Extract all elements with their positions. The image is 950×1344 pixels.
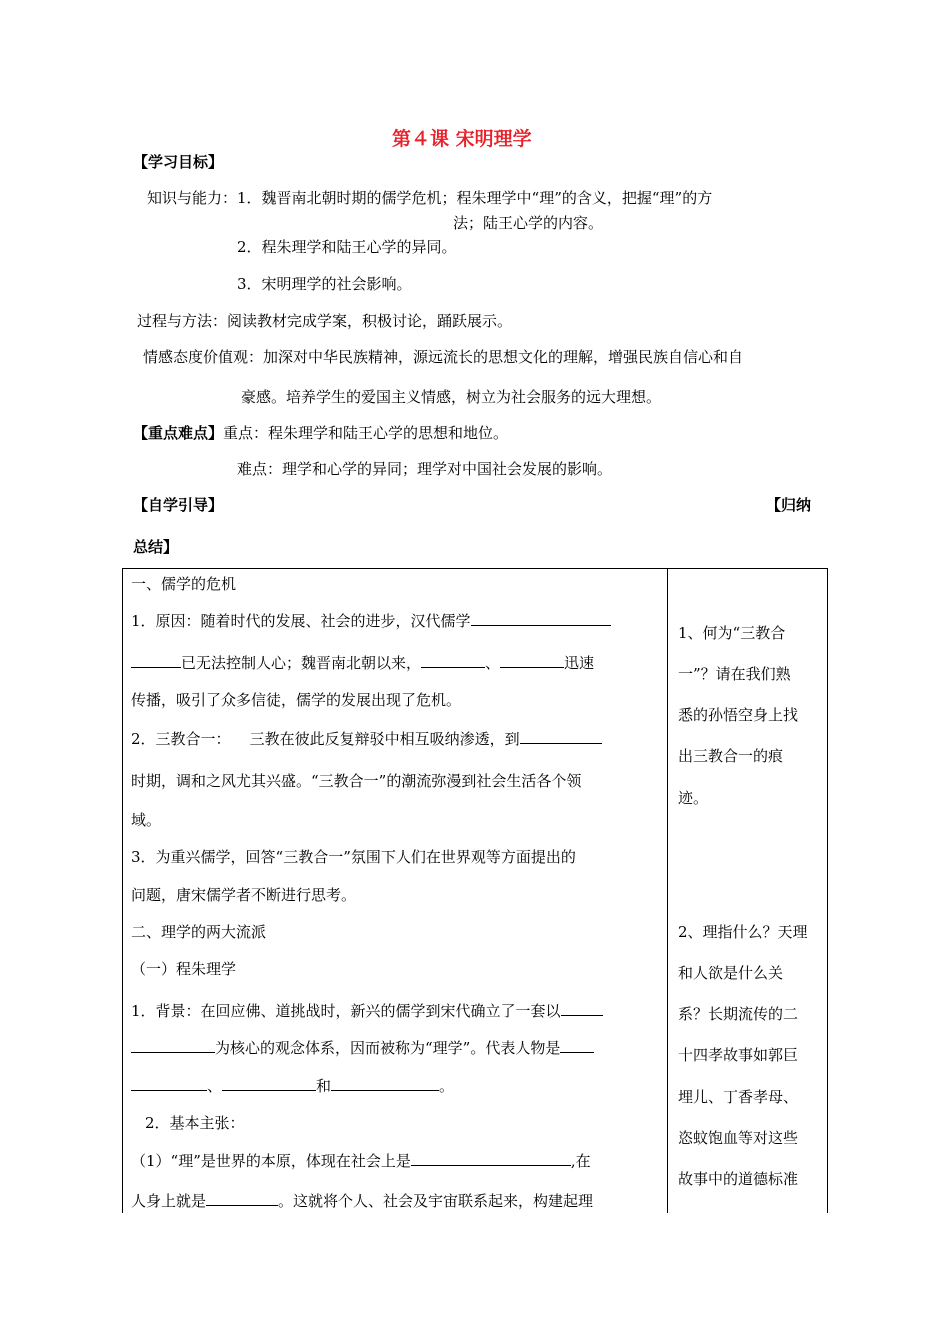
fill-blank[interactable]	[131, 1075, 207, 1091]
section-2-para-3b: 人身上就是 。这就将个人、社会及宇宙联系起来，构建起理	[131, 1192, 594, 1210]
summary-heading-b: 总结】	[133, 538, 179, 556]
section-1-title: 一、儒学的危机	[131, 575, 237, 593]
fill-blank[interactable]	[331, 1075, 439, 1091]
summary-heading-a: 【归纳	[766, 496, 812, 514]
side-question-2-line: 恣蚊饱血等对这些	[678, 1129, 799, 1147]
fill-blank[interactable]	[560, 1037, 594, 1053]
section-2-subtitle: （一）程朱理学	[131, 960, 237, 978]
fill-blank[interactable]	[421, 652, 485, 668]
knowledge-line-1b: 法；陆王心学的内容。	[453, 214, 604, 232]
side-question-1-line: 悉的孙悟空身上找	[678, 706, 799, 724]
section-2-para-1c: 、 和 。	[131, 1075, 454, 1096]
fill-blank[interactable]	[131, 652, 181, 668]
side-question-2-line: 故事中的道德标准	[678, 1170, 799, 1188]
section-2-para-3a: （1）“理”是世界的本原，体现在社会上是 ,在	[131, 1152, 591, 1170]
knowledge-line-3: 3．宋明理学的社会影响。	[237, 275, 412, 293]
emotion-line-a: 情感态度价值观：加深对中华民族精神，源远流长的思想文化的理解，增强民族自信心和自	[143, 348, 744, 366]
section-2-para-1b: 为核心的观念体系，因而被称为“理学”。代表人物是	[131, 1037, 594, 1058]
fill-blank[interactable]	[222, 1075, 316, 1091]
section-2-title: 二、理学的两大流派	[131, 923, 267, 941]
side-question-1-line: 出三教合一的痕	[678, 747, 784, 765]
difficult-point-text: 难点：理学和心学的异同；理学对中国社会发展的影响。	[237, 460, 613, 478]
fill-blank[interactable]	[206, 1190, 278, 1206]
section-1-para-1a: 1．原因：随着时代的发展、社会的进步，汉代儒学	[131, 610, 611, 631]
fill-blank[interactable]	[520, 728, 602, 744]
emotion-line-b: 豪感。培养学生的爱国主义情感，树立为社会服务的远大理想。	[241, 388, 662, 406]
page-title: 第４课 宋明理学	[392, 128, 532, 150]
guide-heading: 【自学引导】	[133, 496, 224, 514]
section-1-para-1c: 传播，吸引了众多信徒，儒学的发展出现了危机。	[131, 691, 462, 709]
knowledge-line-2: 2．程朱理学和陆王心学的异同。	[237, 238, 457, 256]
objectives-heading: 【学习目标】	[133, 153, 224, 171]
section-1-para-2b: 时期，调和之风尤其兴盛。“三教合一”的潮流弥漫到社会生活各个领	[131, 772, 582, 790]
key-points-line	[133, 423, 508, 443]
fill-blank[interactable]	[561, 1000, 603, 1016]
side-question-1-line: 1、何为“三教合	[678, 624, 786, 642]
table-divider	[667, 568, 668, 1213]
side-question-2-line: 系？长期流传的二	[678, 1005, 799, 1023]
process-line: 过程与方法：阅读教材完成学案，积极讨论，踊跃展示。	[137, 312, 513, 330]
section-1-para-3a: 3．为重兴儒学，回答“三教合一”氛围下人们在世界观等方面提出的	[131, 848, 576, 866]
side-question-1-line: 一”？请在我们熟	[678, 665, 791, 683]
key-point-text: 重点：程朱理学和陆王心学的思想和地位。	[223, 424, 509, 442]
side-question-2-line: 十四孝故事如郭巨	[678, 1046, 799, 1064]
key-points-heading: 【重点难点】	[133, 424, 224, 442]
section-1-para-2a: 2．三教合一： 三教在彼此反复辩驳中相互吸纳渗透，到	[131, 728, 602, 749]
side-question-2-line: 和人欲是什么关	[678, 964, 784, 982]
section-2-para-2: 2．基本主张：	[145, 1114, 245, 1132]
side-question-2-line: 2、理指什么？天理	[678, 923, 808, 941]
section-1-para-3b: 问题，唐宋儒学者不断进行思考。	[131, 886, 357, 904]
side-question-1-line: 迹。	[678, 789, 709, 807]
fill-blank[interactable]	[500, 652, 564, 668]
fill-blank[interactable]	[471, 610, 611, 626]
side-question-2-line: 埋儿、丁香孝母、	[678, 1088, 799, 1106]
fill-blank[interactable]	[131, 1037, 215, 1053]
knowledge-line-1a: 知识与能力：1．魏晋南北朝时期的儒学危机；程朱理学中“理”的含义，把握“理”的方	[147, 189, 713, 207]
section-2-para-1a: 1．背景：在回应佛、道挑战时，新兴的儒学到宋代确立了一套以	[131, 1000, 603, 1021]
section-1-para-2c: 域。	[131, 811, 162, 829]
section-1-para-1b: 已无法控制人心；魏晋南北朝以来， 、 迅速	[131, 652, 594, 673]
fill-blank[interactable]	[411, 1150, 571, 1166]
